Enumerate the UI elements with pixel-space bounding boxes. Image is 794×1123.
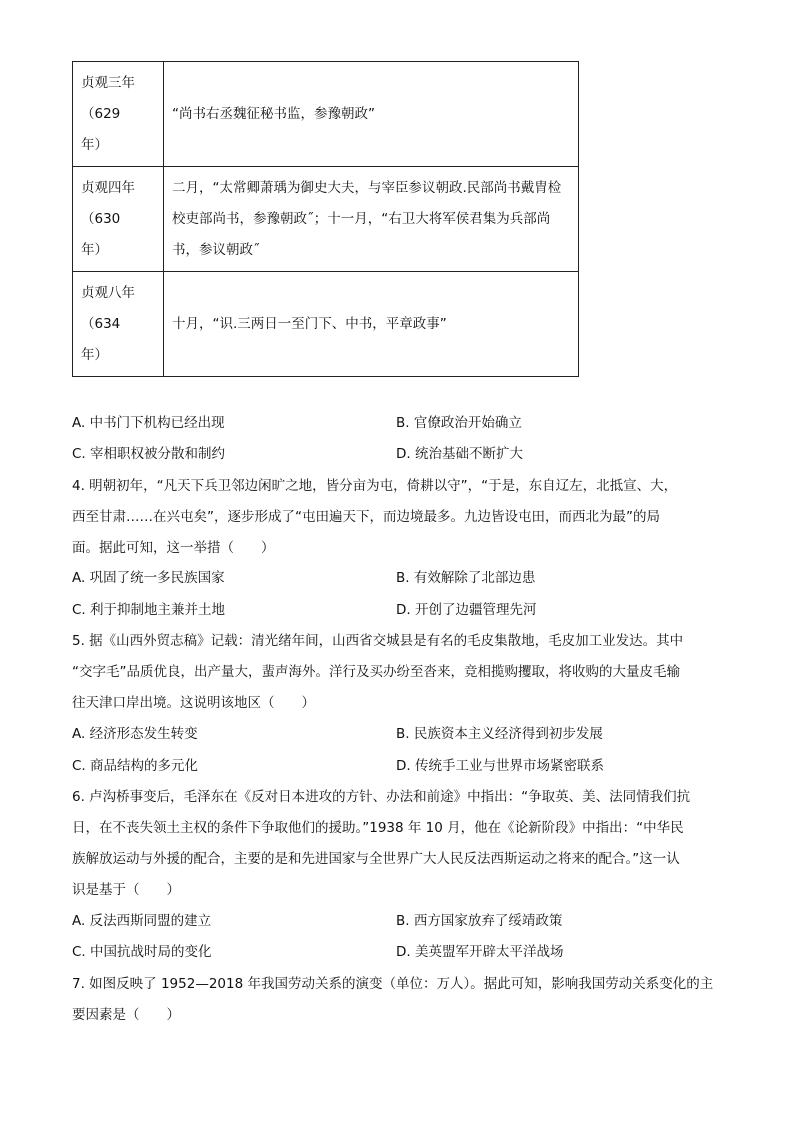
q5-option-a: A. 经济形态发生转变	[72, 726, 198, 742]
q4-stem-line: 面。据此可知，这一举措（ ）	[72, 540, 275, 556]
event-line: 书，参议朝政˝	[172, 241, 260, 258]
q4-option-d: D. 开创了边疆管理先河	[396, 602, 537, 618]
q4-option-a: A. 巩固了统一多民族国家	[72, 570, 225, 586]
year-line: （634	[81, 315, 121, 332]
q4-option-b: B. 有效解除了北部边患	[396, 570, 536, 586]
q4-stem-line: 4. 明朝初年，“凡天下兵卫邻边闲旷之地，皆分亩为屯，倚耕以守”，“于是，东自辽左，北抵宣、大，	[72, 478, 678, 494]
event-line: 二月，“太常卿萧瑀为御史大夫，与宰臣参议朝政.民部尚书戴胄检	[172, 179, 562, 196]
table-row	[73, 272, 579, 377]
q5-stem-line: “交字毛”品质优良，出产量大，蜚声海外。洋行及买办纷至沓来，竞相揽购攫取，将收购的大量皮毛输	[72, 664, 680, 680]
table-row	[73, 167, 579, 272]
q5-option-c: C. 商品结构的多元化	[72, 758, 199, 774]
year-line: 贞观八年	[81, 284, 135, 301]
year-cell	[73, 62, 164, 167]
q6-option-a: A. 反法西斯同盟的建立	[72, 913, 212, 929]
q3-option-b: B. 官僚政治开始确立	[396, 415, 522, 431]
year-line: 贞观三年	[81, 74, 135, 91]
year-line: （630	[81, 210, 121, 227]
q3-option-a: A. 中书门下机构已经出现	[72, 415, 225, 431]
event-cell	[164, 272, 579, 377]
zhenguan-table	[72, 61, 579, 377]
q6-option-d: D. 美英盟军开辟太平洋战场	[396, 944, 564, 960]
q4-stem-line: 西至甘肃……在兴屯矣”，逐步形成了“屯田遍天下，而边境最多。九边皆设屯田，而西北为最”的局	[72, 509, 660, 525]
table-row	[73, 62, 579, 167]
year-line: 贞观四年	[81, 179, 135, 196]
event-line: 十月，“识.三两日一至门下、中书，平章政事”	[172, 315, 447, 332]
q6-stem-line: 识是基于（ ）	[72, 882, 180, 898]
q7-stem-line: 7. 如图反映了 1952—2018 年我国劳动关系的演变（单位：万人）。据此可知，影响我国劳动关系变化的主	[72, 976, 714, 992]
year-line: 年）	[81, 241, 108, 258]
event-line: “尚书右丞魏征秘书监，参豫朝政”	[172, 105, 375, 122]
year-cell	[73, 167, 164, 272]
q3-option-c: C. 宰相职权被分散和制约	[72, 446, 226, 462]
q5-stem-line: 5. 据《山西外贸志稿》记载：清光绪年间，山西省交城县是有名的毛皮集散地，毛皮加工业发达。其中	[72, 633, 684, 649]
q5-option-b: B. 民族资本主义经济得到初步发展	[396, 726, 603, 742]
q3-option-d: D. 统治基础不断扩大	[396, 446, 523, 462]
q6-stem-line: 日，在不丧失领土主权的条件下争取他们的援助。”1938 年 10 月，他在《论新阶段》中指出：“中华民	[72, 820, 684, 836]
year-cell	[73, 272, 164, 377]
event-cell	[164, 167, 579, 272]
q6-option-c: C. 中国抗战时局的变化	[72, 944, 212, 960]
q4-option-c: C. 利于抑制地主兼并土地	[72, 602, 226, 618]
event-cell	[164, 62, 579, 167]
q5-option-d: D. 传统手工业与世界市场紧密联系	[396, 758, 604, 774]
q6-option-b: B. 西方国家放弃了绥靖政策	[396, 913, 563, 929]
q6-stem-line: 6. 卢沟桥事变后，毛泽东在《反对日本进攻的方针、办法和前途》中指出：“争取英、美、法同情我们抗	[72, 789, 691, 805]
year-line: 年）	[81, 136, 108, 153]
q6-stem-line: 族解放运动与外援的配合，主要的是和先进国家与全世界广大人民反法西斯运动之将来的配合。”这一认	[72, 851, 680, 867]
year-line: （629	[81, 105, 121, 122]
event-line: 校吏部尚书，参豫朝政˝；十一月，“右卫大将军侯君集为兵部尚	[172, 210, 551, 227]
year-line: 年）	[81, 346, 108, 363]
q7-stem-line: 要因素是（ ）	[72, 1007, 180, 1023]
q5-stem-line: 往天津口岸出境。这说明该地区（ ）	[72, 695, 315, 711]
